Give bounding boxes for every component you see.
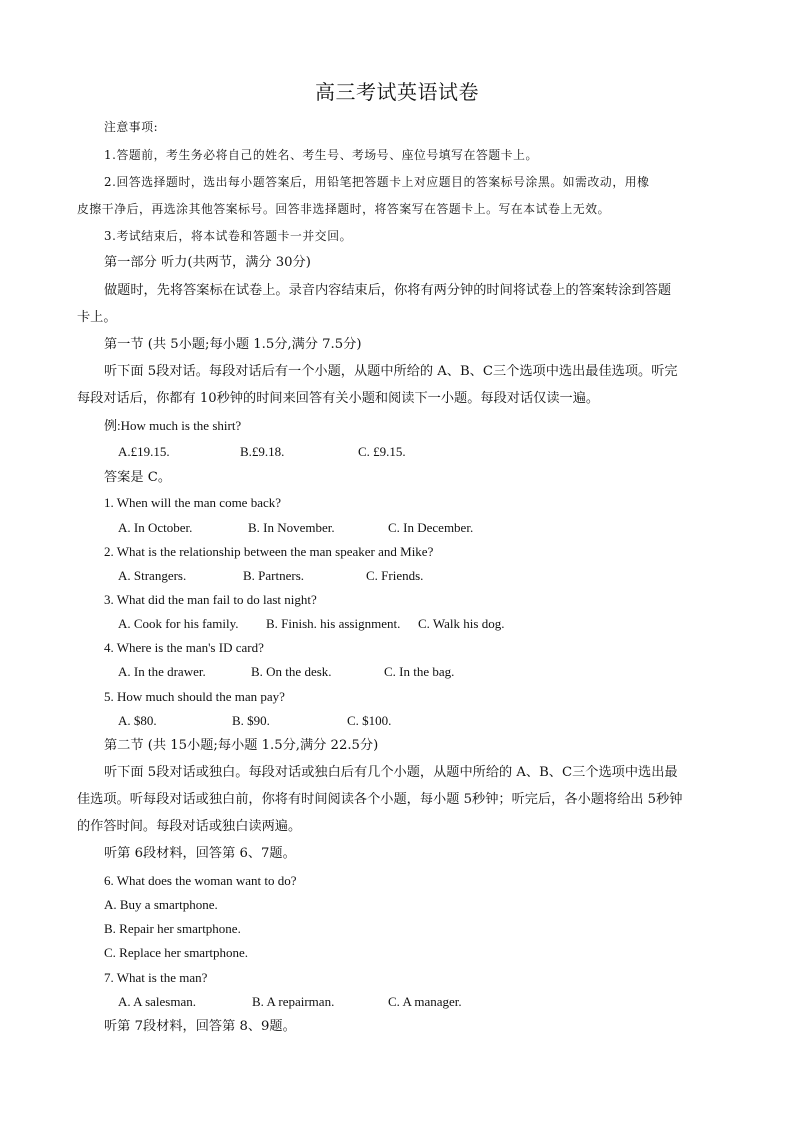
q4-option-a: A. In the drawer. — [118, 664, 206, 679]
part1-intro-line-1: 做题时，先将答案标在试卷上。录音内容结束后，你将有两分钟的时间将试卷上的答案转涂到答题 — [104, 283, 672, 298]
q5-option-a: A. $80. — [118, 713, 157, 728]
question-4: 4. Where is the man's ID card? — [104, 640, 264, 655]
section1-heading: 第一节 (共 5小题;每小题 1.5分,满分 7.5分) — [104, 337, 362, 352]
section1-instructions-line-1: 听下面 5段对话。每段对话后有一个小题，从题中所给的 A、B、C三个选项中选出最佳选项。听完 — [104, 364, 678, 379]
q3-option-b: B. Finish. his assignment. — [266, 616, 401, 631]
example-answer: 答案是 C。 — [104, 470, 172, 485]
section2-instructions-line-2: 佳选项。听每段对话或独白前，你将有时间阅读各个小题，每小题 5秒钟；听完后，各小题将给出 5秒钟 — [77, 792, 683, 807]
notice-item-2-line-2: 皮擦干净后，再选涂其他答案标号。回答非选择题时，将答案写在答题卡上。写在本试卷上无效。 — [77, 202, 611, 216]
material-7-heading: 听第 7段材料，回答第 8、9题。 — [104, 1019, 296, 1034]
q7-option-c: C. A manager. — [388, 994, 462, 1009]
notice-item-3: 3.考试结束后，将本试卷和答题卡一并交回。 — [104, 229, 352, 243]
question-6: 6. What does the woman want to do? — [104, 873, 297, 888]
page-title: 高三考试英语试卷 — [315, 80, 479, 104]
q3-option-a: A. Cook for his family. — [118, 616, 239, 631]
question-3: 3. What did the man fail to do last night? — [104, 592, 317, 607]
q4-option-b: B. On the desk. — [251, 664, 332, 679]
q7-option-a: A. A salesman. — [118, 994, 196, 1009]
material-6-heading: 听第 6段材料，回答第 6、7题。 — [104, 846, 296, 861]
q5-option-b: B. $90. — [232, 713, 270, 728]
q6-option-a: A. Buy a smartphone. — [104, 897, 218, 912]
example-option-a: A.£19.15. — [118, 444, 170, 459]
section1-instructions-line-2: 每段对话后，你都有 10秒钟的时间来回答有关小题和阅读下一小题。每段对话仅读一遍。 — [77, 391, 600, 406]
q2-option-c: C. Friends. — [366, 568, 424, 583]
q7-option-b: B. A repairman. — [252, 994, 335, 1009]
question-7: 7. What is the man? — [104, 970, 208, 985]
notice-item-1: 1.答题前，考生务必将自己的姓名、考生号、考场号、座位号填写在答题卡上。 — [104, 148, 538, 162]
question-1: 1. When will the man come back? — [104, 495, 282, 510]
q5-option-c: C. $100. — [347, 713, 392, 728]
q4-option-c: C. In the bag. — [384, 664, 455, 679]
section2-instructions-line-3: 的作答时间。每段对话或独白读两遍。 — [77, 819, 302, 834]
question-2: 2. What is the relationship between the man speaker and Mike? — [104, 544, 434, 559]
section2-instructions-line-1: 听下面 5段对话或独白。每段对话或独白后有几个小题，从题中所给的 A、B、C三个选项中选出最 — [104, 765, 678, 780]
part1-heading: 第一部分 听力(共两节，满分 30分) — [104, 255, 311, 270]
q2-option-a: A. Strangers. — [118, 568, 187, 583]
part1-intro-line-2: 卡上。 — [77, 310, 117, 325]
question-5: 5. How much should the man pay? — [104, 689, 285, 704]
notice-heading: 注意事项: — [104, 120, 159, 134]
q6-option-c: C. Replace her smartphone. — [104, 945, 249, 960]
notice-item-2-line-1: 2.回答选择题时，选出每小题答案后，用铅笔把答题卡上对应题目的答案标号涂黑。如需改动，用橡 — [104, 175, 650, 189]
example-option-c: C. £9.15. — [358, 444, 406, 459]
section2-heading: 第二节 (共 15小题;每小题 1.5分,满分 22.5分) — [104, 738, 379, 753]
q1-option-c: C. In December. — [388, 520, 474, 535]
example-question: 例:How much is the shirt? — [104, 418, 242, 433]
example-option-b: B.£9.18. — [240, 444, 285, 459]
q1-option-b: B. In November. — [248, 520, 335, 535]
q6-option-b: B. Repair her smartphone. — [104, 921, 241, 936]
q1-option-a: A. In October. — [118, 520, 193, 535]
q2-option-b: B. Partners. — [243, 568, 305, 583]
q3-option-c: C. Walk his dog. — [418, 616, 505, 631]
